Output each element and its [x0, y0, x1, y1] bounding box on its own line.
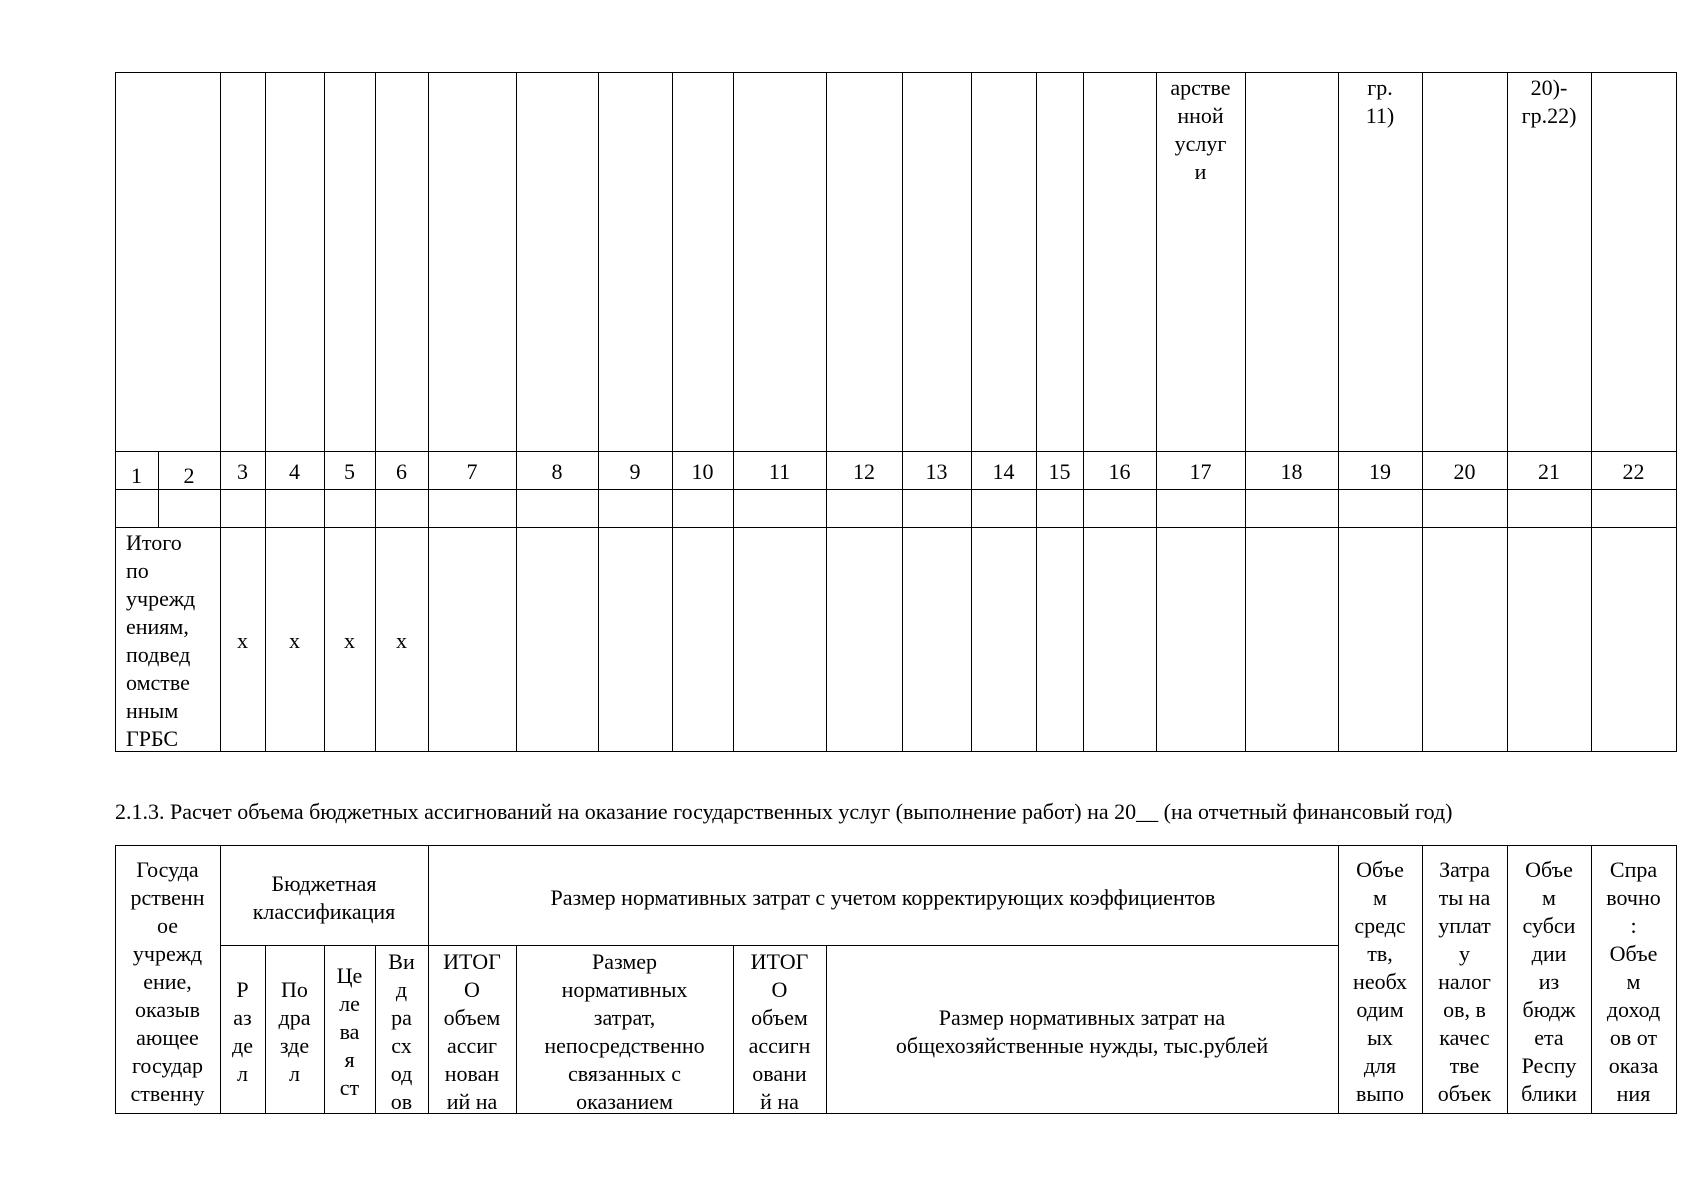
header-direct-costs: Размер нормативных затрат, непосредственно связанных с оказанием	[544, 949, 705, 1114]
col17-header-fragment: арстве нной услуг и	[1170, 75, 1231, 184]
col-number: 4	[289, 459, 300, 484]
col-number: 11	[768, 459, 791, 484]
header-razdel: Р аз де л	[232, 977, 253, 1086]
header-normative-costs: Размер нормативных затрат с учетом корректирующих коэффициентов	[550, 885, 1216, 910]
col-number: 3	[237, 459, 248, 484]
total-row-mark: х	[396, 628, 407, 653]
col-number: 6	[396, 459, 407, 484]
col21-header-fragment: 20)- гр.22)	[1521, 75, 1577, 128]
col-number: 18	[1280, 459, 1303, 484]
col-number: 7	[466, 459, 478, 484]
total-row-mark: х	[237, 628, 248, 653]
col-number: 15	[1048, 459, 1071, 484]
header-vid-rashodov: Ви д ра сх од ов	[388, 949, 415, 1114]
col-number: 8	[551, 459, 563, 484]
header-subsidy-volume: Объе м субси дии из бюдж ета Респу блики	[1521, 857, 1577, 1106]
col19-header-fragment: гр. 11)	[1365, 75, 1395, 128]
col-number: 13	[925, 459, 948, 484]
col-number: 12	[853, 459, 875, 484]
header-institution: Госуда рственн ое учрежд ение, оказыв ающее государ ственну	[130, 857, 205, 1106]
col-number: 14	[992, 459, 1015, 484]
header-tax-costs: Затра ты на уплат у налог ов, в качес тве объек	[1437, 857, 1492, 1106]
header-general-costs: Размер нормативных затрат на общехозяйственные нужды, тыс.рублей	[895, 1005, 1269, 1058]
header-celevaya-statya: Це ле ва я ст	[336, 963, 363, 1100]
col-number: 17	[1189, 459, 1212, 484]
col-number: 5	[344, 459, 355, 484]
col-number: 9	[629, 459, 641, 484]
header-funds-volume: Объе м средс тв, необх одим ых для выпо	[1353, 857, 1407, 1106]
col-number: 10	[691, 459, 714, 484]
col-number: 21	[1538, 459, 1560, 484]
section-heading: 2.1.3. Расчет объема бюджетных ассигнований на оказание государственных услуг (выполнение работ) на 20__ (на отчетный финансовый год)	[115, 799, 1453, 824]
total-row-mark: х	[289, 628, 300, 653]
total-row-label: Итого по учрежд ениям, подвед омстве нным ГРБС	[126, 530, 196, 751]
header-itogo-1: ИТОГ О объем ассиг нован ий на	[443, 949, 501, 1114]
col-number: 20	[1453, 459, 1476, 484]
header-budget-classification: Бюджетная классификация	[252, 871, 396, 924]
col-number: 1	[131, 463, 142, 488]
header-reference-income: Спра вочно : Объе м доход ов от оказа ния	[1606, 857, 1661, 1106]
header-podrazdel: По дра зде л	[278, 977, 311, 1086]
total-row-mark: х	[344, 628, 355, 653]
col-number: 2	[183, 463, 195, 488]
col-number: 16	[1108, 459, 1131, 484]
header-itogo-2: ИТОГ О объем ассигн овани й на	[748, 949, 811, 1114]
col-number: 19	[1369, 459, 1391, 484]
col-number: 22	[1622, 459, 1645, 484]
